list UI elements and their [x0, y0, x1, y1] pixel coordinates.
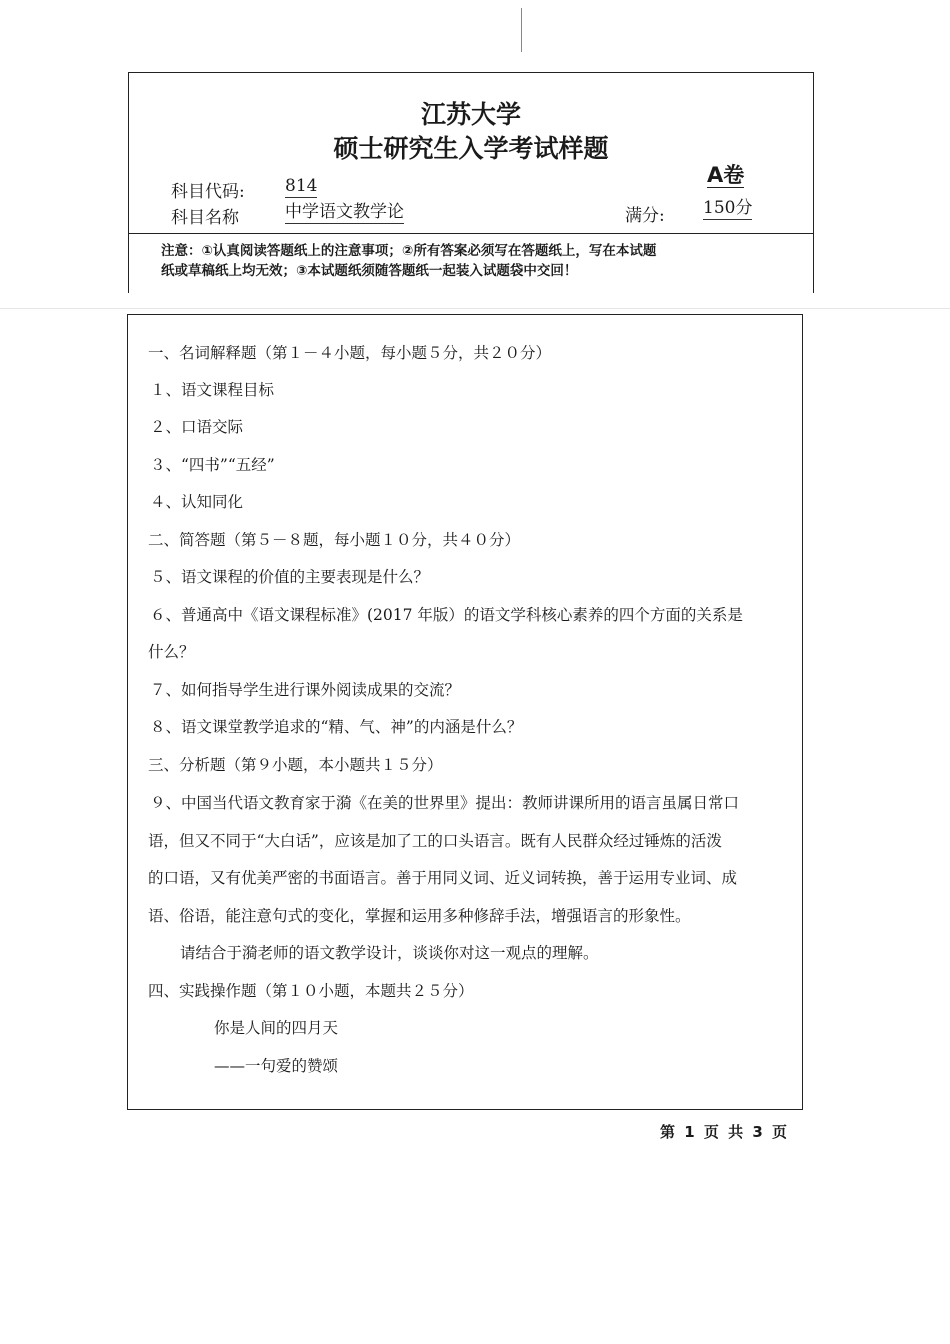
section-title: 四、实践操作题（第１０小题，本题共２５分）	[148, 982, 474, 1000]
poem-title: 你是人间的四月天	[214, 1019, 339, 1037]
scan-artifact-line	[521, 8, 522, 52]
scan-fold-line	[0, 308, 950, 309]
notice-line: 纸或草稿纸上均无效；③本试题纸须随答题纸一起装入试题袋中交回！	[161, 263, 578, 279]
notice-line: 注意：①认真阅读答题纸上的注意事项；②所有答案必须写在答题纸上，写在本试题	[161, 243, 657, 259]
exam-title: 硕士研究生入学考试样题	[333, 134, 609, 163]
university-name: 江苏大学	[420, 100, 521, 129]
question-item: ５、语文课程的价值的主要表现是什么？	[150, 568, 430, 586]
question-item: ４、认知同化	[150, 493, 244, 511]
question-prompt: 请结合于漪老师的语文教学设计，谈谈你对这一观点的理解。	[180, 944, 599, 962]
question-item-continued: 语、俗语，能注意句式的变化，掌握和运用多种修辞手法，增强语言的形象性。	[148, 907, 691, 925]
question-item-continued: 语，但又不同于“大白话”，应该是加了工的口头语言。既有人民群众经过锤炼的活泼	[148, 832, 722, 850]
full-score-label: 满分:	[625, 206, 665, 226]
section-title: 一、名词解释题（第１－４小题，每小题５分，共２０分）	[148, 344, 552, 362]
header-divider	[129, 233, 813, 234]
exam-header	[128, 72, 814, 293]
question-body	[127, 314, 803, 1110]
subject-name-label: 科目名称	[171, 208, 239, 228]
full-score-value: 150分	[703, 198, 753, 218]
question-item: ３、“四书”“五经”	[150, 456, 275, 474]
question-item: ８、语文课堂教学追求的“精、气、神”的内涵是什么？	[150, 718, 523, 736]
question-item-continued: 的口语，又有优美严密的书面语言。善于用同义词、近义词转换，善于运用专业词、成	[148, 869, 738, 887]
paper-version-badge: A卷	[707, 163, 745, 187]
exam-notice	[161, 241, 781, 281]
question-item: ６、普通高中《语文课程标准》(2017 年版）的语文学科核心素养的四个方面的关系是	[150, 606, 743, 624]
subject-code-label: 科目代码:	[171, 182, 245, 202]
question-item: ７、如何指导学生进行课外阅读成果的交流？	[150, 681, 461, 699]
section-title: 三、分析题（第９小题，本小题共１５分）	[148, 756, 443, 774]
page-number: 第 1 页 共 3 页	[660, 1123, 787, 1141]
poem-subtitle: ——一句爱的赞颂	[214, 1057, 339, 1075]
question-item: ２、口语交际	[150, 418, 244, 436]
subject-code-value: 814	[285, 176, 318, 196]
question-item: ９、中国当代语文教育家于漪《在美的世界里》提出：教师讲课所用的语言虽属日常口	[150, 794, 740, 812]
subject-name-value: 中学语文教学论	[285, 202, 404, 222]
section-title: 二、简答题（第５－８题，每小题１０分，共４０分）	[148, 531, 521, 549]
question-item: １、语文课程目标	[150, 381, 275, 399]
question-item-continued: 什么？	[148, 643, 195, 661]
